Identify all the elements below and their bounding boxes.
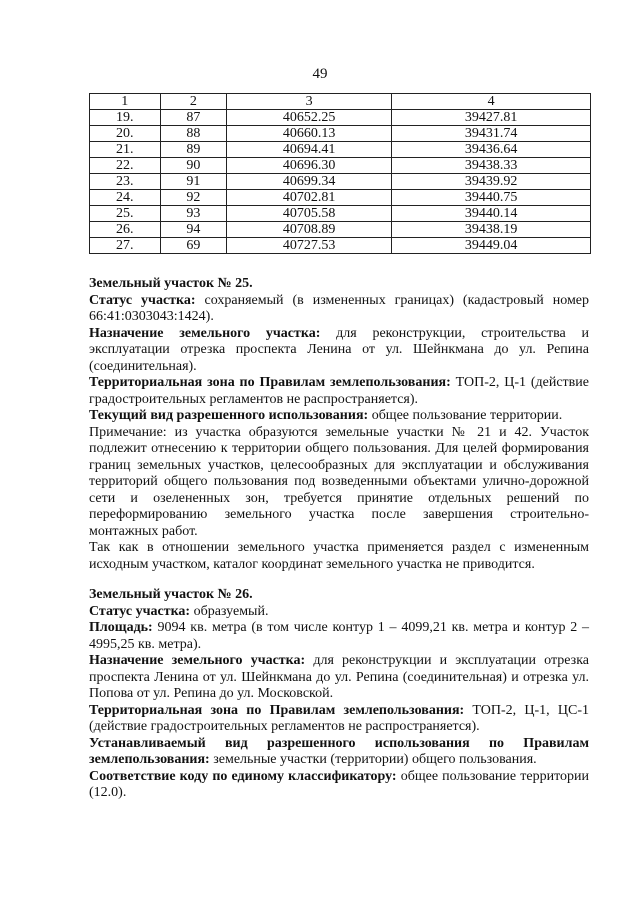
plot-26-classifier: Соответствие коду по единому классификатору: общее пользование территории (12.0).	[89, 768, 589, 800]
table-cell: 39427.81	[392, 110, 591, 126]
plot-25-current-use: Текущий вид разрешенного использования: общее пользование территории.	[89, 408, 563, 423]
table-cell: 39439.92	[392, 174, 591, 190]
plot-25-remark: Так как в отношении земельного участка применяется раздел с измененным исходным участком, каталог координат земельного участка не приводится.	[89, 540, 589, 572]
table-header-cell: 2	[160, 94, 227, 110]
table-row	[90, 174, 591, 190]
table-cell: 87	[160, 110, 227, 126]
table-row	[90, 222, 591, 238]
table-cell: 19.	[90, 110, 161, 126]
table-cell: 40694.41	[227, 142, 392, 158]
table-cell: 88	[160, 126, 227, 142]
plot-26-area: Площадь: 9094 кв. метра (в том числе контур 1 – 4099,21 кв. метра и контур 2 – 4995,25 кв. метра).	[89, 620, 590, 652]
plot-26-purpose: Назначение земельного участка: для реконструкции и эксплуатации отрезка проспекта Ленина от ул. Шейнкмана до ул. Репина (соединительная) и отрезка ул. Попова от ул. Репина до ул. Московской.	[89, 653, 590, 701]
table-row	[90, 190, 591, 206]
page-number: 49	[312, 66, 328, 82]
table-row	[90, 110, 591, 126]
table-cell: 39431.74	[392, 126, 591, 142]
coordinates-table	[89, 93, 591, 254]
plot-25-note: Примечание: из участка образуются земельные участки № 21 и 42. Участок подлежит отнесению к территории общего пользования. Для целей формирования границ земельных участков, целесообразных для эксплуатации и обслуживания территорий общего пользования под возведенными объектами улично-дорожной сети и озелененных зон, требуется принятие отдельных решений по переформированию земельного участка после завершения строительно-монтажных работ.	[89, 424, 589, 539]
table-cell: 39436.64	[392, 142, 591, 158]
table-cell: 40652.25	[227, 110, 392, 126]
table-cell: 39440.14	[392, 206, 591, 222]
table-cell: 91	[160, 174, 227, 190]
table-cell: 90	[160, 158, 227, 174]
table-cell: 40699.34	[227, 174, 392, 190]
table-cell: 27.	[90, 238, 161, 254]
table-cell: 40696.30	[227, 158, 392, 174]
table-cell: 21.	[90, 142, 161, 158]
table-cell: 22.	[90, 158, 161, 174]
table-cell: 92	[160, 190, 227, 206]
table-row	[90, 158, 591, 174]
table-row	[90, 142, 591, 158]
table-row	[90, 206, 591, 222]
table-header-cell: 3	[227, 94, 392, 110]
table-cell: 89	[160, 142, 227, 158]
table-cell: 23.	[90, 174, 161, 190]
plot-26-title: Земельный участок № 26.	[89, 587, 253, 602]
plot-25-zone: Территориальная зона по Правилам землепользования: ТОП-2, Ц-1 (действие градостроительных регламентов не распространяется).	[89, 375, 589, 407]
table-row	[90, 238, 591, 254]
plot-26-section	[89, 587, 589, 802]
plot-26-use: Устанавливаемый вид разрешенного использования по Правилам землепользования: земельные участки (территории) общего пользования.	[89, 735, 589, 767]
plot-26-status: Статус участка: образуемый.	[89, 603, 269, 619]
plot-25-section	[89, 276, 589, 573]
table-cell: 40660.13	[227, 126, 392, 142]
table-cell: 39449.04	[392, 238, 591, 254]
table-header-cell: 1	[90, 94, 161, 110]
table-cell: 40708.89	[227, 222, 392, 238]
table-cell: 24.	[90, 190, 161, 206]
plot-25-title: Земельный участок № 25.	[89, 276, 253, 291]
table-header-row	[90, 94, 591, 110]
table-cell: 40705.58	[227, 206, 392, 222]
table-cell: 39438.33	[392, 158, 591, 174]
plot-25-purpose: Назначение земельного участка: для реконструкции, строительства и эксплуатации отрезка проспекта Ленина от ул. Шейнкмана до ул. Репина (соединительная).	[89, 325, 590, 374]
table-cell: 93	[160, 206, 227, 222]
table-cell: 20.	[90, 126, 161, 142]
table-cell: 25.	[90, 206, 161, 222]
plot-26-zone: Территориальная зона по Правилам землепользования: ТОП-2, Ц-1, ЦС-1 (действие градостроительных регламентов не распространяется).	[89, 702, 589, 734]
table-cell: 69	[160, 238, 227, 254]
plot-25-status: Статус участка: сохраняемый (в измененных границах) (кадастровый номер 66:41:0303043:1424).	[89, 292, 590, 324]
table-row	[90, 126, 591, 142]
table-cell: 40727.53	[227, 238, 392, 254]
table-cell: 39440.75	[392, 190, 591, 206]
table-cell: 39438.19	[392, 222, 591, 238]
table-body	[90, 110, 591, 254]
table-cell: 26.	[90, 222, 161, 238]
table-cell: 94	[160, 222, 227, 238]
table-cell: 40702.81	[227, 190, 392, 206]
table-header-cell: 4	[392, 94, 591, 110]
